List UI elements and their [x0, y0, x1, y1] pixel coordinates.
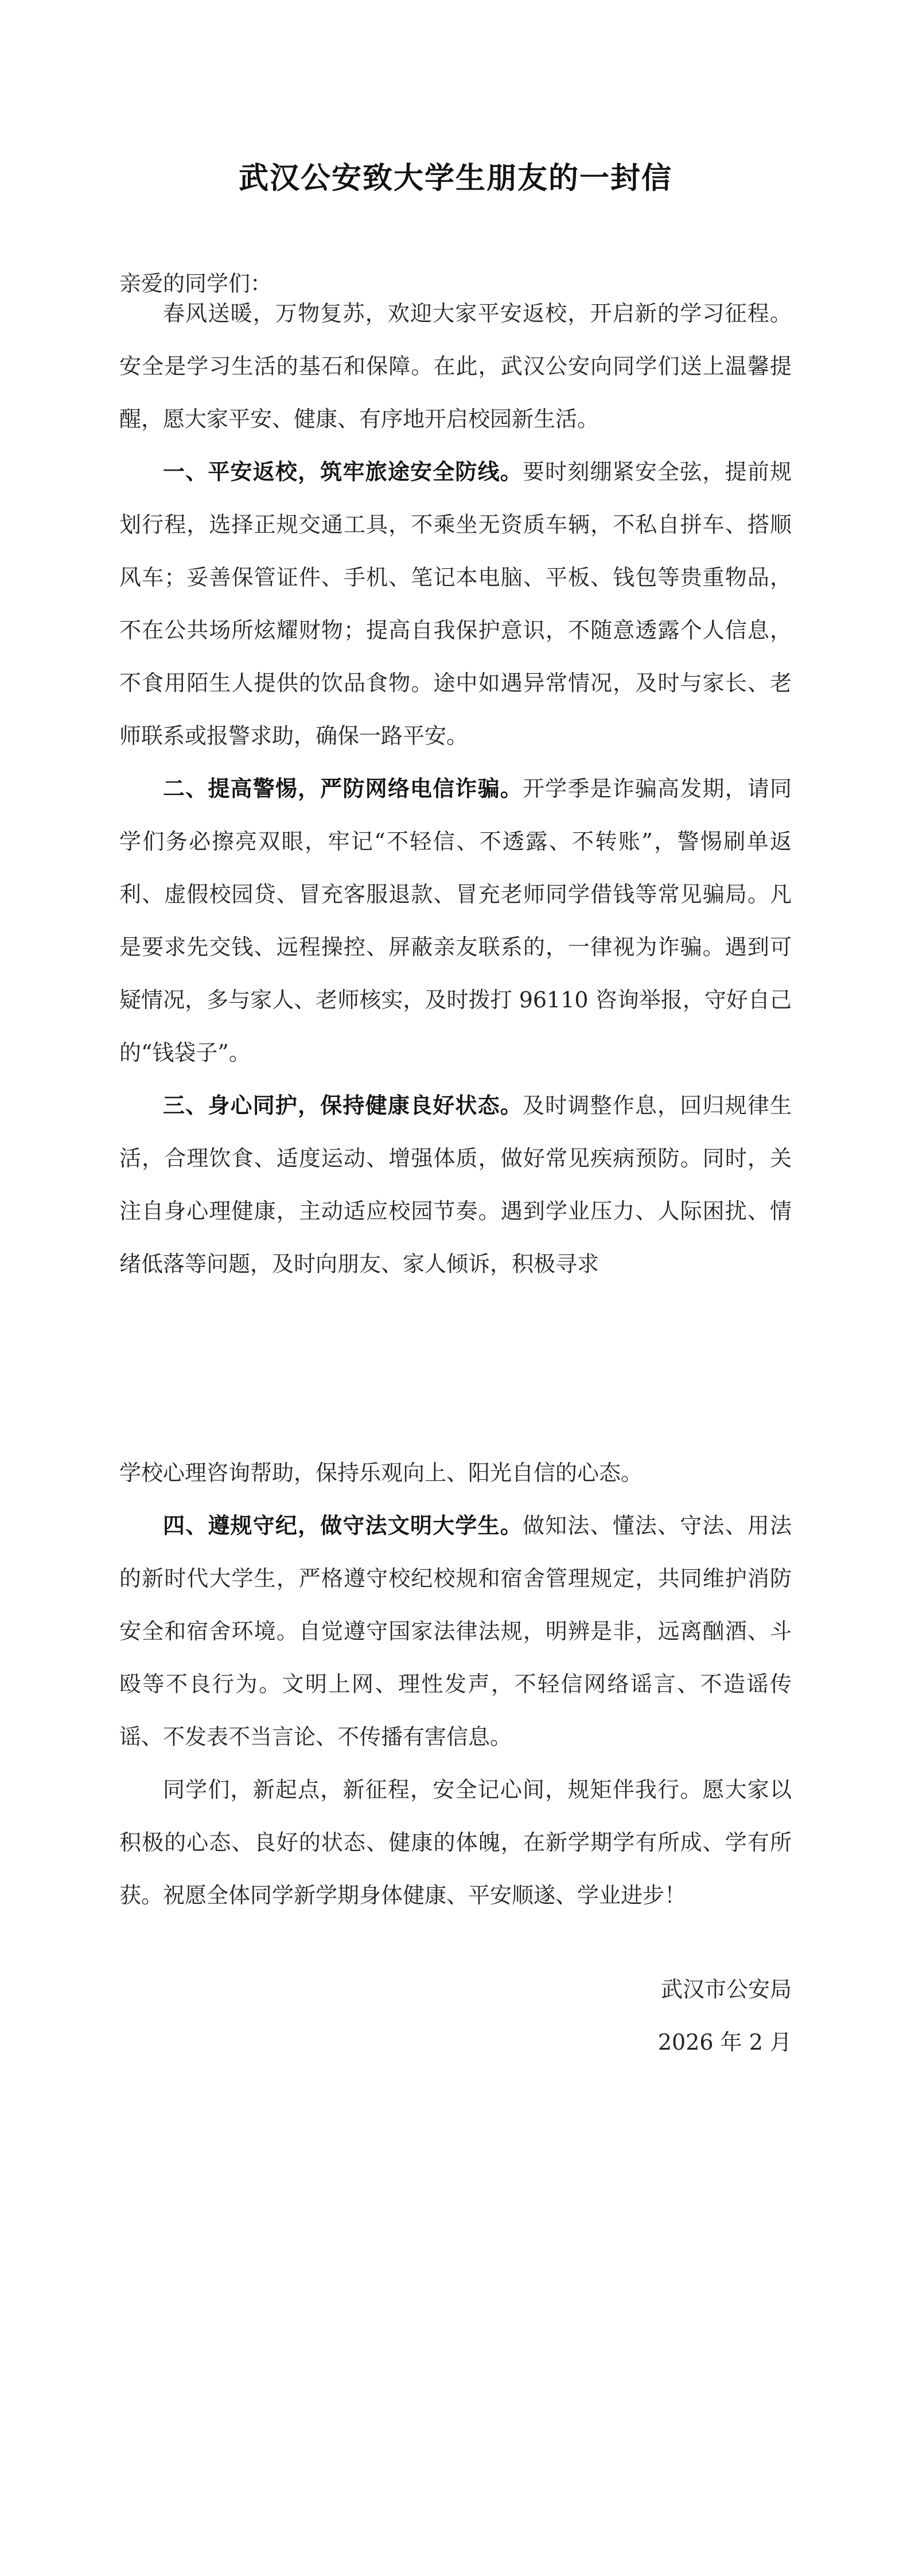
closing-paragraph: 同学们，新起点，新征程，安全记心间，规矩伴我行。愿大家以积极的心态、良好的状态、健康的体魄，在新学期学有所成、学有所获。祝愿全体同学新学期身体健康、平安顺遂、学业进步！ — [119, 1777, 792, 1908]
section-2-body: 开学季是诈骗高发期，请同学们务必擦亮双眼，牢记“不轻信、不透露、不转账”，警惕刷单返利、虚假校园贷、冒充客服退款、冒充老师同学借钱等常见骗局。凡是要求先交钱、远程操控、屏蔽亲友联系的，一律视为诈骗。遇到可疑情况，多与家人、老师核实，及时拨打 96110 咨询举报，守好自己的“钱袋子”。 — [119, 776, 792, 1065]
letter-body-lower — [119, 1446, 792, 1922]
signature-date: 2026 年 2 月 — [657, 2030, 792, 2055]
section-1-heading: 一、平安返校，筑牢旅途安全防线。 — [163, 459, 523, 484]
section-3-heading: 三、身心同护，保持健康良好状态。 — [163, 1093, 523, 1118]
section-3-body-part-1: 及时调整作息，回归规律生活，合理饮食、适度运动、增强体质，做好常见疾病预防。同时，关注自身心理健康，主动适应校园节奏。遇到学业压力、人际困扰、情绪低落等问题，及时向朋友、家人倾诉，积极寻求 — [119, 1093, 792, 1277]
intro-paragraph: 春风送暖，万物复苏，欢迎大家平安返校，开启新的学习征程。安全是学习生活的基石和保障。在此，武汉公安向同学们送上温馨提醒，愿大家平安、健康、有序地开启校园新生活。 — [119, 301, 792, 432]
letter-title: 武汉公安致大学生朋友的一封信 — [238, 161, 672, 196]
salutation: 亲爱的同学们： — [119, 271, 272, 296]
letter-body-upper — [119, 287, 792, 1290]
section-4-paragraph — [119, 1499, 792, 1763]
section-2-heading: 二、提高警惕，严防网络电信诈骗。 — [163, 776, 523, 801]
section-4-heading: 四、遵规守纪，做守法文明大学生。 — [163, 1513, 523, 1538]
section-3-paragraph — [119, 1079, 792, 1290]
section-1-body: 要时刻绷紧安全弦，提前规划行程，选择正规交通工具，不乘坐无资质车辆，不私自拼车、搭顺风车；妥善保管证件、手机、笔记本电脑、平板、钱包等贵重物品，不在公共场所炫耀财物；提高自我保护意识，不随意透露个人信息，不食用陌生人提供的饮品食物。途中如遇异常情况，及时与家长、老师联系或报警求助，确保一路平安。 — [119, 459, 792, 748]
signature-organization: 武汉市公安局 — [660, 1977, 792, 2002]
section-1-paragraph — [119, 445, 792, 762]
section-4-body: 做知法、懂法、守法、用法的新时代大学生，严格遵守校纪校规和宿舍管理规定，共同维护消防安全和宿舍环境。自觉遵守国家法律法规，明辨是非，远离酗酒、斗殴等不良行为。文明上网、理性发声，不轻信网络谣言、不造谣传谣、不发表不当言论、不传播有害信息。 — [119, 1513, 792, 1749]
section-3-continuation: 学校心理咨询帮助，保持乐观向上、阳光自信的心态。 — [119, 1460, 643, 1485]
section-2-paragraph — [119, 762, 792, 1079]
